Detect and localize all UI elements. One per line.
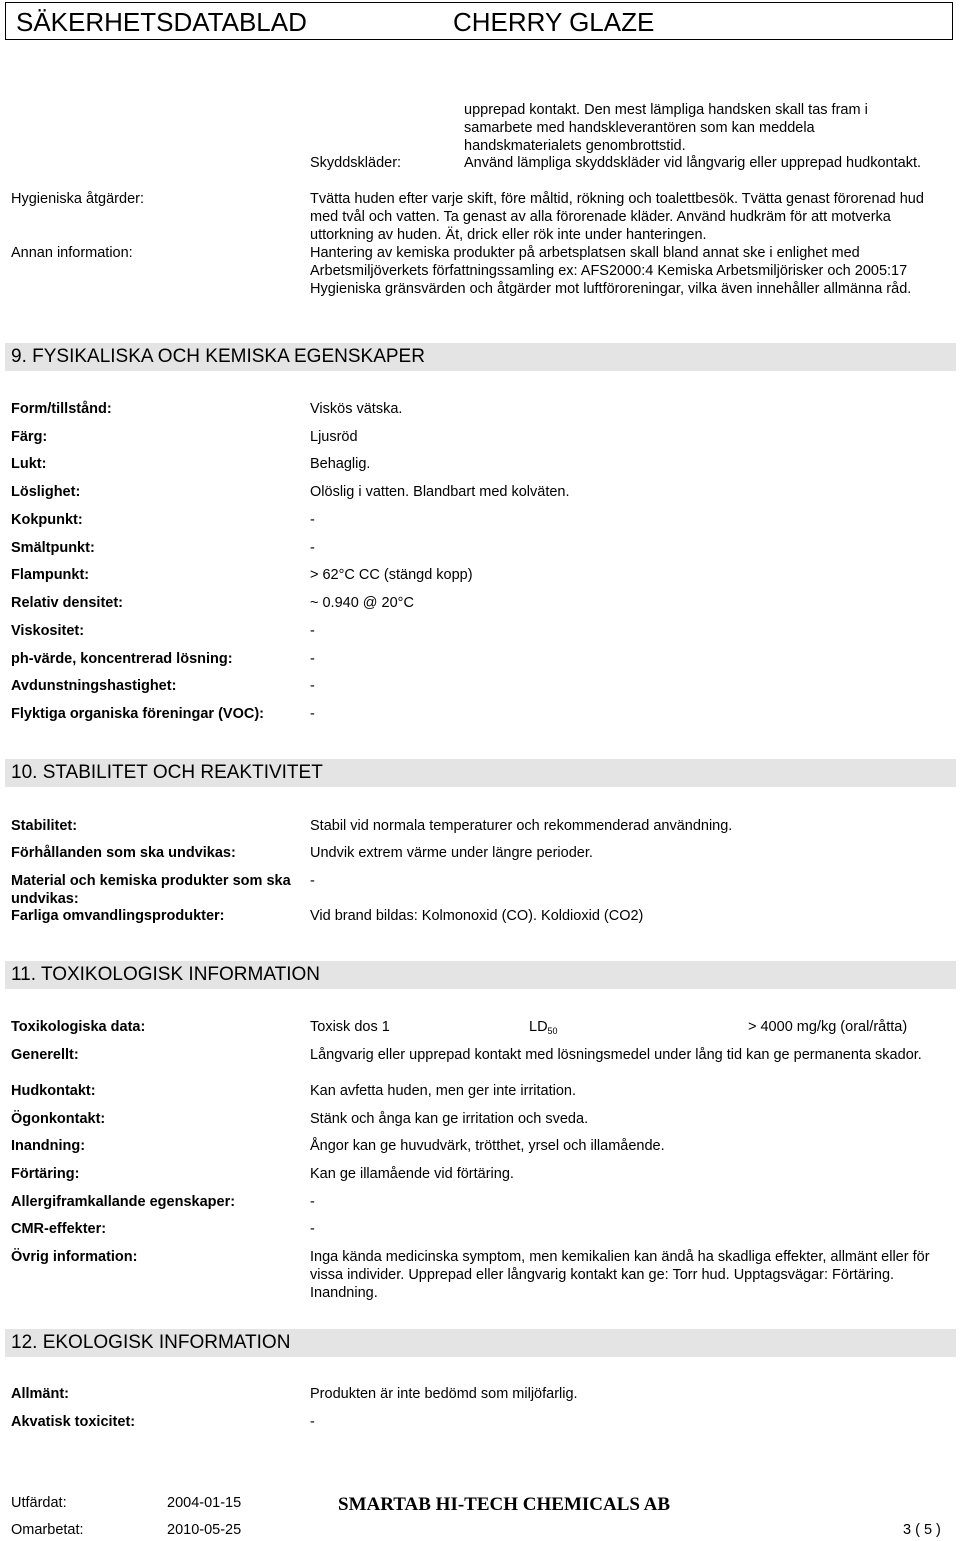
- row-label: Löslighet:: [11, 484, 81, 500]
- revised-label: Omarbetat:: [11, 1522, 84, 1538]
- row-label: Kokpunkt:: [11, 512, 83, 528]
- row-value: Behaglig.: [310, 456, 371, 472]
- row-label: Flyktiga organiska föreningar (VOC):: [11, 706, 264, 722]
- row-value: -: [310, 706, 315, 722]
- row-label: Färg:: [11, 429, 48, 445]
- section-12-title: 12. EKOLOGISK INFORMATION: [11, 1332, 291, 1353]
- row-value: -: [310, 623, 315, 639]
- section-9-title: 9. FYSIKALISKA OCH KEMISKA EGENSKAPER: [11, 346, 425, 367]
- hygiene-value: Tvätta huden efter varje skift, före måltid, rökning och toalettbesök. Tvätta genast förorenad hud med tvål och vatten. Ta genast av alla förorenade kläder. Använd hudkräm för att motverka uttorkning av huden. Ät, drick eller rök inte under hanteringen.: [310, 191, 924, 243]
- row-label: Flampunkt:: [11, 567, 90, 583]
- inhalation-label: Inandning:: [11, 1138, 86, 1154]
- row-label: Smältpunkt:: [11, 540, 95, 556]
- row-label: Form/tillstånd:: [11, 401, 112, 417]
- section-9-heading: [5, 343, 956, 371]
- tox-value: > 4000 mg/kg (oral/råtta): [748, 1019, 908, 1035]
- page-number: 3 ( 5 ): [903, 1522, 941, 1538]
- allergenic-value: -: [310, 1194, 315, 1210]
- conditions-label: Förhållanden som ska undvikas:: [11, 845, 236, 861]
- general-label: Generellt:: [11, 1047, 79, 1063]
- section-10-heading: [5, 759, 956, 787]
- issued-label: Utfärdat:: [11, 1495, 67, 1511]
- row-value: > 62°C CC (stängd kopp): [310, 567, 473, 583]
- company-name: SMARTAB HI-TECH CHEMICALS AB: [338, 1494, 671, 1515]
- eye-contact-value: Stänk och ånga kan ge irritation och sveda.: [310, 1111, 589, 1127]
- tox-ld-text: LD: [529, 1019, 548, 1035]
- incompatible-materials-value: -: [310, 873, 315, 889]
- eye-contact-label: Ögonkontakt:: [11, 1111, 106, 1127]
- decomposition-value: Vid brand bildas: Kolmonoxid (CO). Koldioxid (CO2): [310, 908, 644, 924]
- section-12-heading: [5, 1329, 956, 1357]
- protective-clothing-label: Skyddskläder:: [310, 155, 402, 171]
- issued-date: 2004-01-15: [167, 1495, 242, 1511]
- skin-contact-value: Kan avfetta huden, men ger inte irritation.: [310, 1083, 576, 1099]
- ingestion-label: Förtäring:: [11, 1166, 80, 1182]
- row-value: -: [310, 512, 315, 528]
- tox-dose: Toxisk dos 1: [310, 1019, 390, 1035]
- section-11-heading: [5, 961, 956, 989]
- tox-ld: [529, 1018, 558, 1040]
- document-type-title: SÄKERHETSDATABLAD: [16, 7, 307, 37]
- conditions-value: Undvik extrem värme under längre perioder.: [310, 845, 593, 861]
- row-value: Olöslig i vatten. Blandbart med kolväten.: [310, 484, 570, 500]
- stability-value: Stabil vid normala temperaturer och rekommenderad användning.: [310, 818, 733, 834]
- hygiene-label: Hygieniska åtgärder:: [11, 191, 144, 207]
- general-value: Långvarig eller upprepad kontakt med lösningsmedel under lång tid kan ge permanenta skador.: [310, 1047, 922, 1063]
- inhalation-value: Ångor kan ge huvudvärk, trötthet, yrsel och illamående.: [310, 1138, 665, 1154]
- cmr-value: -: [310, 1221, 315, 1237]
- row-label: ph-värde, koncentrerad lösning:: [11, 651, 233, 667]
- row-value: -: [310, 540, 315, 556]
- section-10-title: 10. STABILITET OCH REAKTIVITET: [11, 762, 323, 783]
- row-value: ~ 0.940 @ 20°C: [310, 595, 414, 611]
- row-value: Viskös vätska.: [310, 401, 403, 417]
- row-label: Viskositet:: [11, 623, 85, 639]
- ingestion-value: Kan ge illamående vid förtäring.: [310, 1166, 514, 1182]
- aquatic-toxicity-label: Akvatisk toxicitet:: [11, 1414, 136, 1430]
- other-info-value: Hantering av kemiska produkter på arbetsplatsen skall bland annat ske i enlighet med Arbetsmiljöverkets författningssamling ex: AFS2000:4 Kemiska Arbetsmiljörisker och 2005:17 Hygieniska gränsvärden och åtgärder mot luftföroreningar, vilka även innehåller allmänna råd.: [310, 245, 912, 297]
- skin-contact-label: Hudkontakt:: [11, 1083, 96, 1099]
- tox-ld-sub: 50: [547, 1026, 558, 1036]
- row-value: -: [310, 651, 315, 667]
- other-tox-label: Övrig information:: [11, 1249, 138, 1265]
- row-value: Ljusröd: [310, 429, 358, 445]
- allergenic-label: Allergiframkallande egenskaper:: [11, 1194, 236, 1210]
- stability-label: Stabilitet:: [11, 818, 78, 834]
- aquatic-toxicity-value: -: [310, 1414, 315, 1430]
- cmr-label: CMR-effekter:: [11, 1221, 107, 1237]
- tox-data-label: Toxikologiska data:: [11, 1019, 146, 1035]
- incompatible-materials-label: Material och kemiska produkter som ska undvikas:: [11, 873, 291, 907]
- row-label: Relativ densitet:: [11, 595, 123, 611]
- hand-protection-text: upprepad kontakt. Den mest lämpliga handsken skall tas fram i samarbete med handskleverantören som kan meddela handskmaterialets genombrottstid.: [464, 102, 868, 154]
- row-label: Lukt:: [11, 456, 47, 472]
- row-label: Avdunstningshastighet:: [11, 678, 177, 694]
- section-11-title: 11. TOXIKOLOGISK INFORMATION: [11, 964, 320, 985]
- document-header: [5, 2, 953, 40]
- revised-date: 2010-05-25: [167, 1522, 242, 1538]
- other-tox-value: Inga kända medicinska symptom, men kemikalien kan ändå ha skadliga effekter, allmänt eller för vissa individer. Upprepad eller långvarig kontakt kan ge: Torr hud. Upptagsvägar: Förtäring. Inandning.: [310, 1249, 930, 1301]
- decomposition-label: Farliga omvandlingsprodukter:: [11, 908, 225, 924]
- product-name-title: CHERRY GLAZE: [453, 7, 655, 37]
- row-value: -: [310, 678, 315, 694]
- other-info-label: Annan information:: [11, 245, 133, 261]
- protective-clothing-value: Använd lämpliga skyddskläder vid långvarig eller upprepad hudkontakt.: [464, 155, 922, 171]
- eco-general-label: Allmänt:: [11, 1386, 69, 1402]
- eco-general-value: Produkten är inte bedömd som miljöfarlig.: [310, 1386, 578, 1402]
